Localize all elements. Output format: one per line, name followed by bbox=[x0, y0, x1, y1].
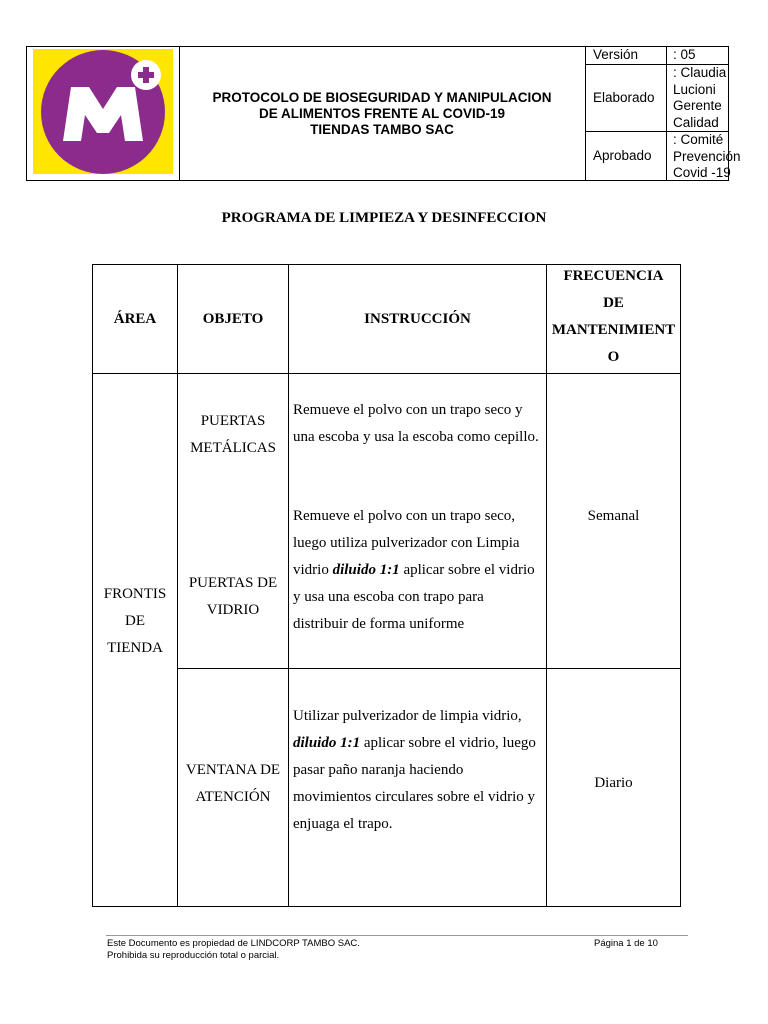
instruccion-line: y usa una escoba con trapo para bbox=[293, 589, 484, 605]
instruccion-line: enjuaga el trapo. bbox=[293, 816, 393, 832]
instruccion-line: Remueve el polvo con un trapo seco y bbox=[293, 402, 523, 418]
frecuencia-semanal: Semanal bbox=[587, 508, 640, 524]
title-line: DE ALIMENTOS FRENTE AL COVID-19 bbox=[258, 105, 506, 121]
instruccion-cell bbox=[293, 503, 545, 638]
instruccion-cell bbox=[293, 397, 545, 451]
elaborado-line: Lucioni bbox=[673, 81, 716, 97]
version-value: : 05 bbox=[673, 47, 696, 62]
document-meta bbox=[585, 47, 741, 180]
aprobado-value bbox=[667, 132, 741, 182]
instruccion-line: una escoba y usa la escoba como cepillo. bbox=[293, 429, 539, 445]
instruccion-line bbox=[293, 730, 545, 757]
objeto-cell bbox=[178, 408, 288, 462]
aprobado-row bbox=[585, 132, 741, 180]
objeto-line: METÁLICAS bbox=[190, 440, 276, 456]
instruccion-text: aplicar sobre el vidrio, luego bbox=[360, 735, 536, 751]
instruccion-cell bbox=[293, 703, 545, 838]
instruccion-line: movimientos circulares sobre el vidrio y bbox=[293, 789, 536, 805]
version-label: Versión bbox=[585, 47, 667, 64]
area-line: DE bbox=[124, 613, 145, 629]
frecuencia-diario: Diario bbox=[594, 775, 633, 791]
aprobado-line: : Comité bbox=[673, 132, 724, 147]
objeto-cell bbox=[178, 570, 288, 624]
header-instruccion: INSTRUCCIÓN bbox=[364, 310, 471, 327]
instruccion-line: Utilizar pulverizador de limpia vidrio, bbox=[293, 708, 522, 724]
footer-line: Este Documento es propiedad de LINDCORP TAMBO SAC. bbox=[107, 938, 360, 949]
objeto-cell bbox=[178, 757, 288, 811]
header-frecuencia-line: O bbox=[607, 349, 620, 365]
area-line: TIENDA bbox=[107, 640, 163, 656]
header-frecuencia-line: FRECUENCIA bbox=[563, 268, 664, 284]
elaborado-label: Elaborado bbox=[585, 65, 667, 131]
page-number: Página 1 de 10 bbox=[594, 938, 658, 949]
header-frecuencia-line: MANTENIMIENT bbox=[551, 322, 676, 338]
objeto-line: PUERTAS DE bbox=[188, 575, 278, 591]
aprobado-line: Prevención bbox=[673, 148, 741, 164]
logo-cell bbox=[27, 47, 180, 180]
row-divider bbox=[177, 668, 680, 669]
header-frecuencia bbox=[547, 261, 680, 373]
footer-line: Prohibida su reproducción total o parcial. bbox=[107, 950, 280, 961]
instruccion-line: luego utiliza pulverizador con Limpia bbox=[293, 535, 520, 551]
objeto-line: VIDRIO bbox=[206, 602, 260, 618]
elaborado-row bbox=[585, 65, 728, 132]
header-objeto: OBJETO bbox=[202, 310, 264, 327]
instruccion-line: pasar paño naranja haciendo bbox=[293, 762, 464, 778]
dilution-ratio: diluido 1:1 bbox=[293, 735, 361, 751]
elaborado-line: Gerente bbox=[673, 98, 722, 113]
footer-notice bbox=[107, 938, 360, 962]
header-divider bbox=[93, 373, 680, 374]
area-line: FRONTIS bbox=[103, 586, 167, 602]
header-area: ÁREA bbox=[113, 310, 157, 327]
section-title: PROGRAMA DE LIMPIEZA Y DESINFECCION bbox=[221, 210, 547, 226]
header-frecuencia-line: DE bbox=[603, 295, 624, 311]
document-title bbox=[179, 47, 586, 180]
aprobado-label: Aprobado bbox=[585, 132, 667, 180]
instruccion-text: vidrio bbox=[293, 562, 333, 578]
footer-rule bbox=[106, 935, 688, 936]
tambo-m-plus-logo bbox=[33, 49, 173, 174]
dilution-ratio: diluido 1:1 bbox=[332, 562, 400, 578]
instruccion-line: Remueve el polvo con un trapo seco, bbox=[293, 508, 516, 524]
aprobado-line: Covid -19 bbox=[673, 165, 731, 180]
objeto-line: ATENCIÓN bbox=[195, 789, 271, 805]
version-row bbox=[585, 47, 728, 65]
elaborado-line: : Claudia bbox=[673, 65, 727, 80]
instruccion-line: distribuir de forma uniforme bbox=[293, 616, 465, 632]
elaborado-line: Calidad bbox=[673, 114, 719, 130]
title-line: TIENDAS TAMBO SAC bbox=[310, 121, 454, 137]
instruccion-text: aplicar sobre el vidrio bbox=[399, 562, 535, 578]
elaborado-value bbox=[667, 65, 728, 131]
title-line: PROTOCOLO DE BIOSEGURIDAD Y MANIPULACION bbox=[212, 89, 552, 105]
area-cell bbox=[93, 581, 177, 662]
objeto-line: VENTANA DE bbox=[185, 762, 281, 778]
instruccion-line bbox=[293, 557, 545, 584]
objeto-line: PUERTAS bbox=[200, 413, 266, 429]
document-header bbox=[26, 46, 741, 181]
cleaning-program-table bbox=[92, 264, 681, 907]
